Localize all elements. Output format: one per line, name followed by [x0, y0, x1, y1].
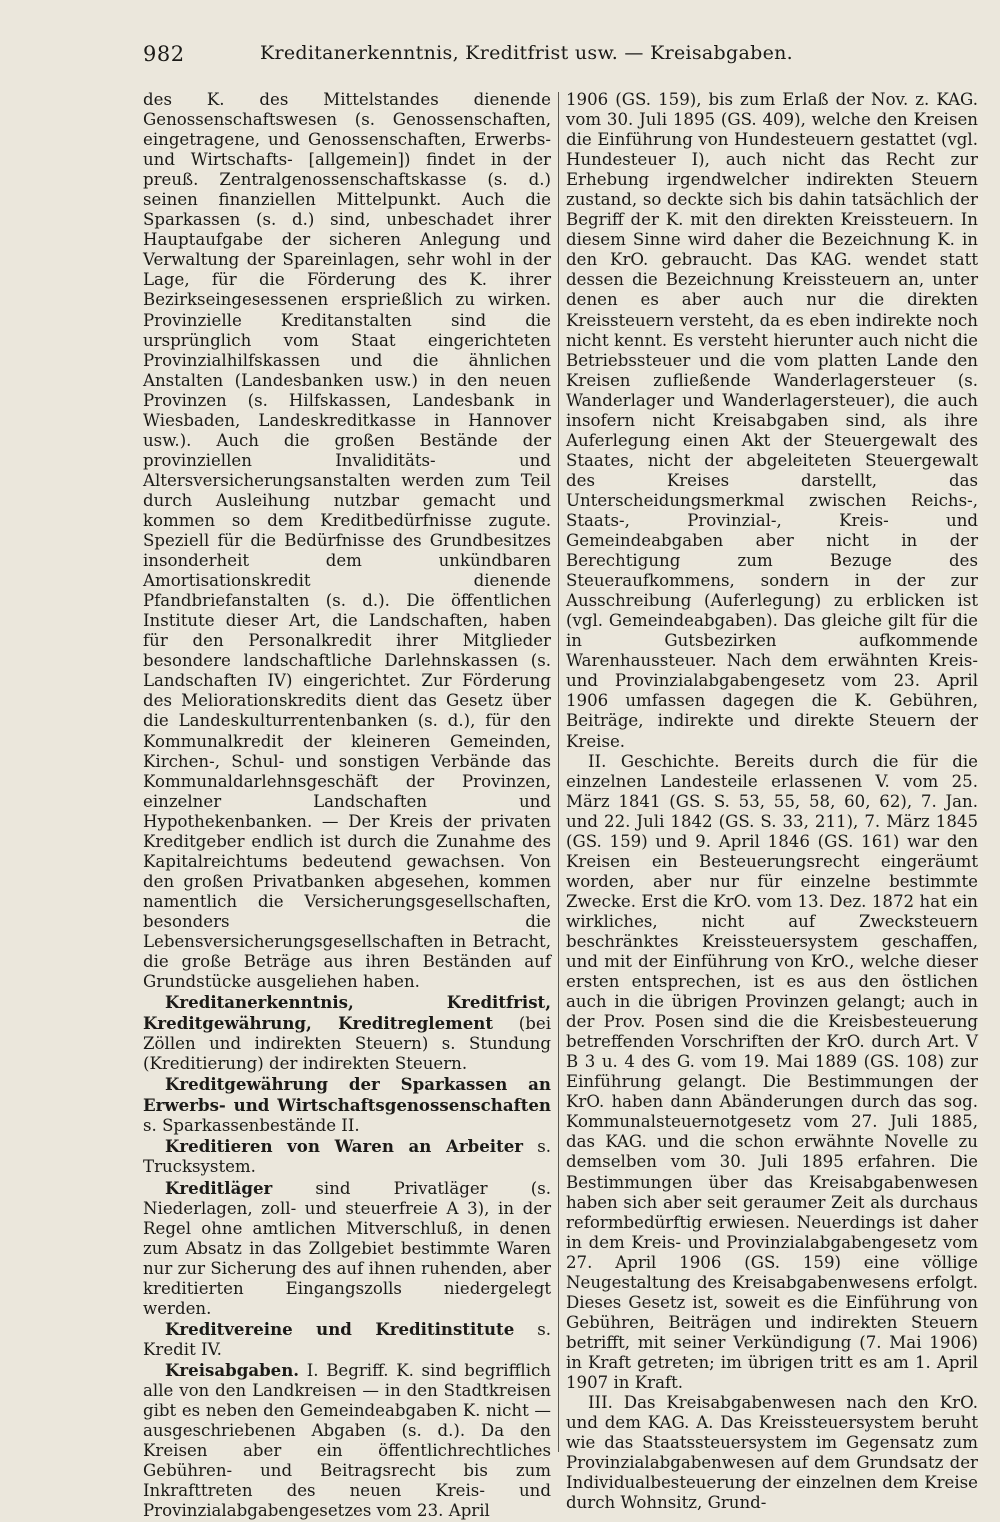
- paragraph: [566, 752, 978, 1394]
- right-column: [566, 90, 978, 1513]
- dictionary-entry: [143, 1319, 551, 1360]
- paragraph: [143, 90, 551, 992]
- entry-headword: Kreditvereine und Kreditinstitute: [165, 1318, 515, 1339]
- dictionary-entry: [143, 1178, 551, 1319]
- dictionary-entry: [143, 1074, 551, 1136]
- entry-headword: Kreditieren von Waren an Arbeiter: [165, 1136, 524, 1157]
- column-divider: [558, 92, 559, 1452]
- page-number: 982: [143, 42, 185, 66]
- entry-text: (bei Zöllen und indirekten Steuern) s. Stundung (Kreditierung) der indirekten Steuern.: [143, 1014, 551, 1074]
- entry-headword: Kreisabgaben.: [165, 1359, 300, 1380]
- page-header: [143, 42, 793, 72]
- entry-text: sind Privatläger (s. Niederlagen, zoll- und steuerfreie A 3), in der Regel ohne amtlichen Mitverschluß, in denen zum Absatz in das Zollgebiet bestimmte Waren nur zur Sicherung des auf ihnen ruhenden, aber kreditierten Eingangszolls niedergelegt werden.: [143, 1178, 551, 1318]
- running-title: Kreditanerkenntnis, Kreditfrist usw. — Kreisabgaben.: [259, 42, 793, 64]
- entry-headword: Kreditanerkenntnis, Kreditfrist, Kreditgewährung, Kreditreglement: [143, 992, 551, 1034]
- entry-text: s. Sparkassenbestände II.: [143, 1116, 360, 1136]
- dictionary-entry: [143, 1136, 551, 1177]
- entry-text: s. Trucksystem.: [143, 1137, 551, 1177]
- entry-text: s. Kredit IV.: [143, 1319, 551, 1359]
- entry-headword: Kreditläger: [165, 1177, 273, 1198]
- paragraph: [566, 90, 978, 752]
- paragraph: [566, 1393, 978, 1513]
- entry-text: II. Geschichte. Bereits durch die für die einzelnen Landesteile erlassenen V. vom 25. März 1841 (GS. S. 53, 55, 58, 60, 62), 7. Jan. und 22. Juli 1842 (GS. S. 33, 211), 7. März 1845 (GS. 159) und 9. April 1846 (GS. 161) war den Kreisen ein Besteuerungsrecht eingeräumt worden, aber nur für einzelne bestimmte Zwecke. Erst die KrO. vom 13. Dez. 1872 hat ein wirkliches, nicht auf Zwecksteuern beschränktes Kreissteuersystem geschaffen, und mit der Einführung von KrO., welche dieser ersten entsprechen, ist es aus den östlichen auch in die übrigen Provinzen gelangt; auch in der Prov. Posen sind die die Kreisbesteuerung betreffenden Vorschriften der KrO. durch Art. V B 3 u. 4 des G. vom 19. Mai 1889 (GS. 108) zur Einführung gelangt. Die Bestimmungen der KrO. haben dann Abänderungen durch das sog. Kommunalsteuernotgesetz vom 27. Juli 1885, das KAG. und die schon erwähnte Novelle zu demselben vom 30. Juli 1895 erfahren. Die Bestimmungen über das Kreisabgabenwesen haben sich aber seit geraumer Zeit als durchaus reformbedürftig erwiesen. Neuerdings ist daher in dem Kreis- und Provinzialabgabengesetz vom 27. April 1906 (GS. 159) eine völlige Neugestaltung des Kreisabgabenwesens erfolgt. Dieses Gesetz ist, soweit es die Einführung von Gebühren, Beiträgen und indirekten Steuern betrifft, mit seiner Verkündigung (7. Mai 1906) in Kraft getreten; im übrigen tritt es am 1. April 1907 in Kraft.: [566, 751, 978, 1392]
- entry-headword: Kreditgewährung der Sparkassen an Erwerbs- und Wirtschaftsgenossenschaften: [143, 1074, 551, 1116]
- dictionary-entry: [143, 1360, 551, 1521]
- entry-text: des K. des Mittelstandes dienende Genossenschaftswesen (s. Genossenschaften, eingetragene, und Genossenschaften, Erwerbs- und Wirtschafts- [allgemein]) findet in der preuß. Zentralgenossenschaftskasse (s. d.) seinen finanziellen Mittelpunkt. Auch die Sparkassen (s. d.) sind, unbeschadet ihrer Hauptaufgabe der sicheren Anlegung und Verwaltung der Spareinlagen, sehr wohl in der Lage, für die Förderung des K. ihrer Bezirkseingesessenen ersprießlich zu wirken. Provinzielle Kreditanstalten sind die ursprünglich vom Staat eingerichteten Provinzialhilfskassen und die ähnlichen Anstalten (Landesbanken usw.) in den neuen Provinzen (s. Hilfskassen, Landesbank in Wiesbaden, Landeskreditkasse in Hannover usw.). Auch die großen Bestände der provinziellen Invaliditäts- und Altersversicherungsanstalten werden zum Teil durch Ausleihung nutzbar gemacht und kommen so dem Kreditbedürfnisse zugute. Speziell für die Bedürfnisse des Grundbesitzes insonderheit dem unkündbaren Amortisationskredit dienende Pfandbriefanstalten (s. d.). Die öffentlichen Institute dieser Art, die Landschaften, haben für den Personalkredit ihrer Mitglieder besondere landschaftliche Darlehnskassen (s. Landschaften IV) eingerichtet. Zur Förderung des Meliorationskredits dient das Gesetz über die Landeskulturrentenbanken (s. d.), für den Kommunalkredit der kleineren Gemeinden, Kirchen-, Schul- und sonstigen Verbände das Kommunaldarlehnsgeschäft der Provinzen, einzelner Landschaften und Hypothekenbanken. — Der Kreis der privaten Kreditgeber endlich ist durch die Zunahme des Kapitalreichtums bedeutend gewachsen. Von den großen Privatbanken abgesehen, kommen namentlich die Versicherungsgesellschaften, besonders die Lebensversicherungsgesellschaften in Betracht, die große Beträge aus ihren Beständen auf Grundstücke ausgeliehen haben.: [143, 90, 551, 992]
- dictionary-entry: [143, 992, 551, 1074]
- left-column: [143, 90, 551, 1521]
- entry-text: I. Begriff. K. sind begrifflich alle von den Landkreisen — in den Stadtkreisen gibt es neben den Gemeindeabgaben K. nicht — ausgeschriebenen Abgaben (s. d.). Da den Kreisen aber ein öffentlichrechtliches Gebühren- und Beitragsrecht bis zum Inkrafttreten des neuen Kreis- und Provinzialabgabengesetzes vom 23. April: [143, 1360, 551, 1521]
- entry-text: 1906 (GS. 159), bis zum Erlaß der Nov. z. KAG. vom 30. Juli 1895 (GS. 409), welche den Kreisen die Einführung von Hundesteuern gestattet (vgl. Hundesteuer I), auch nicht das Recht zur Erhebung irgendwelcher indirekten Steuern zustand, so deckte sich bis dahin tatsächlich der Begriff der K. mit den direkten Kreissteuern. In diesem Sinne wird daher die Bezeichnung K. in den KrO. gebraucht. Das KAG. wendet statt dessen die Bezeichnung Kreissteuern an, unter denen es aber auch nur die direkten Kreissteuern versteht, da es eben indirekte noch nicht kennt. Es versteht hierunter auch nicht die Betriebssteuer und die vom platten Lande den Kreisen zufließende Wanderlagersteuer (s. Wanderlager und Wanderlagersteuer), die auch insofern nicht Kreisabgaben sind, als ihre Auferlegung einen Akt der Steuergewalt des Staates, nicht der abgeleiteten Steuergewalt des Kreises darstellt, das Unterscheidungsmerkmal zwischen Reichs-, Staats-, Provinzial-, Kreis- und Gemeindeabgaben aber nicht in der Berechtigung zum Bezuge des Steueraufkommens, sondern in der zur Ausschreibung (Auferlegung) zu erblicken ist (vgl. Gemeindeabgaben). Das gleiche gilt für die in Gutsbezirken aufkommende Warenhaussteuer. Nach dem erwähnten Kreis- und Provinzialabgabengesetz vom 23. April 1906 umfassen dagegen die K. Gebühren, Beiträge, indirekte und direkte Steuern der Kreise.: [566, 90, 978, 751]
- entry-text: III. Das Kreisabgabenwesen nach den KrO. und dem KAG. A. Das Kreissteuersystem beruht wie das Staatssteuersystem im Gegensatz zum Provinzialabgabenwesen auf dem Grundsatz der Individualbesteuerung der einzelnen dem Kreise durch Wohnsitz, Grund-: [566, 1393, 978, 1513]
